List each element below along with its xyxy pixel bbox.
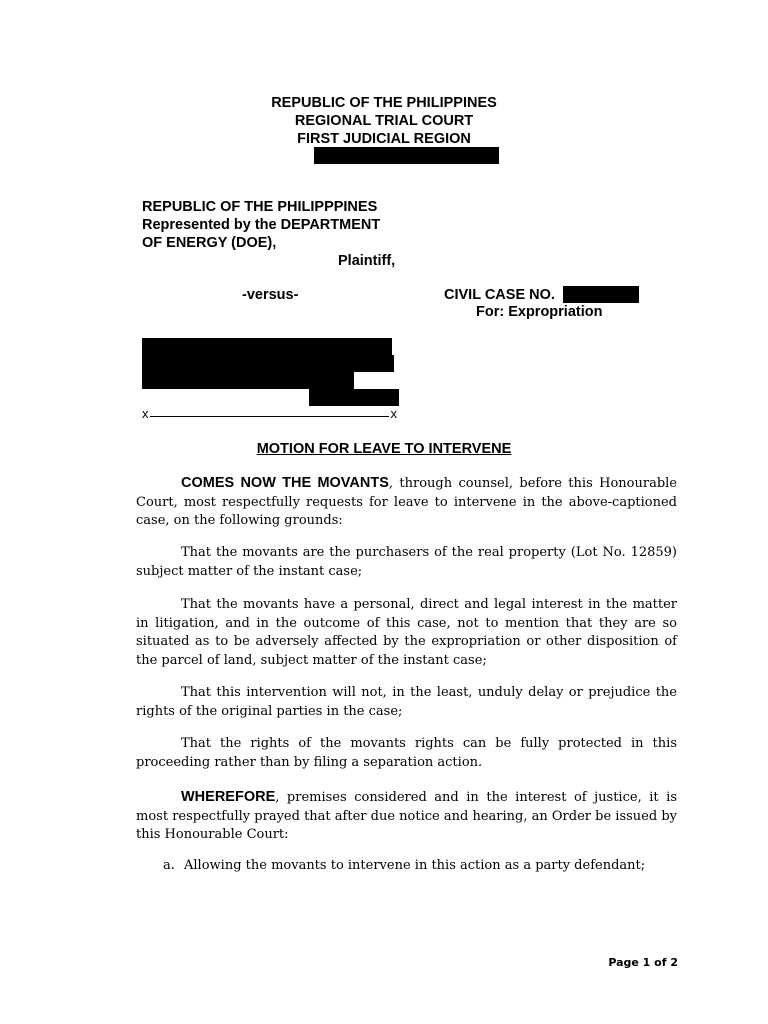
header-republic: REPUBLIC OF THE PHILIPPINES [271,95,497,111]
wherefore-rest: , premises considered and in the interest of justice, it is most respectfully prayed that after due notice and hearing, an Order be issued by this Honourable Court: [136,790,677,842]
redaction-branch [314,147,499,164]
header-region: FIRST JUDICIAL REGION [297,131,471,147]
separator-x-left: x [142,406,149,421]
separator-x-right: x [390,406,397,421]
intro-paragraph [136,474,677,531]
plaintiff-represented: Represented by the DEPARTMENT [142,217,381,233]
intro-rest: , through counsel, before this Honourable Court, most respectfully requests for leave to intervene in the above-captioned case, on the following grounds: [136,476,677,528]
page-number: Page 1 of 2 [608,956,678,969]
ground-purchasers: That the movants are the purchasers of the real property (Lot No. 12859) subject matter of the instant case; [136,545,677,579]
prayer-marker-a: a. [163,858,175,873]
ground-interest: That the movants have a personal, direct and legal interest in the matter in litigation, and in the outcome of this case, not to mention that they are so situated as to be adversely affected by the expropriation or other disposition of the parcel of land, subject matter of the instant case; [136,597,677,668]
wherefore-paragraph [136,788,677,845]
case-number-label: CIVIL CASE NO. [444,287,555,303]
versus-label: -versus- [242,287,299,303]
redaction-defendant-4 [309,389,399,406]
wherefore-bold: WHEREFORE [181,789,276,805]
redaction-defendant-1 [142,338,392,355]
redaction-defendant-2 [142,355,394,372]
prayer-text-a: Allowing the movants to intervene in this action as a party defendant; [184,858,646,873]
header-court: REGIONAL TRIAL COURT [294,113,474,129]
ground-protection: That the rights of the movants rights can be fully protected in this proceeding rather than by filing a separation action. [136,736,677,770]
separator-rule [150,416,389,417]
caption-separator [142,406,397,424]
redaction-defendant-3 [142,372,354,389]
intro-bold: COMES NOW THE MOVANTS [181,475,389,491]
redaction-case-number [563,286,639,303]
case-nature: For: Expropriation [476,304,603,320]
plaintiff-name: REPUBLIC OF THE PHILIPPPINES [142,199,378,215]
motion-title: MOTION FOR LEAVE TO INTERVENE [256,441,512,457]
plaintiff-role: Plaintiff, [338,253,396,269]
plaintiff-agency: OF ENERGY (DOE), [142,235,277,251]
ground-no-delay: That this intervention will not, in the least, unduly delay or prejudice the rights of the original parties in the case; [136,685,677,719]
